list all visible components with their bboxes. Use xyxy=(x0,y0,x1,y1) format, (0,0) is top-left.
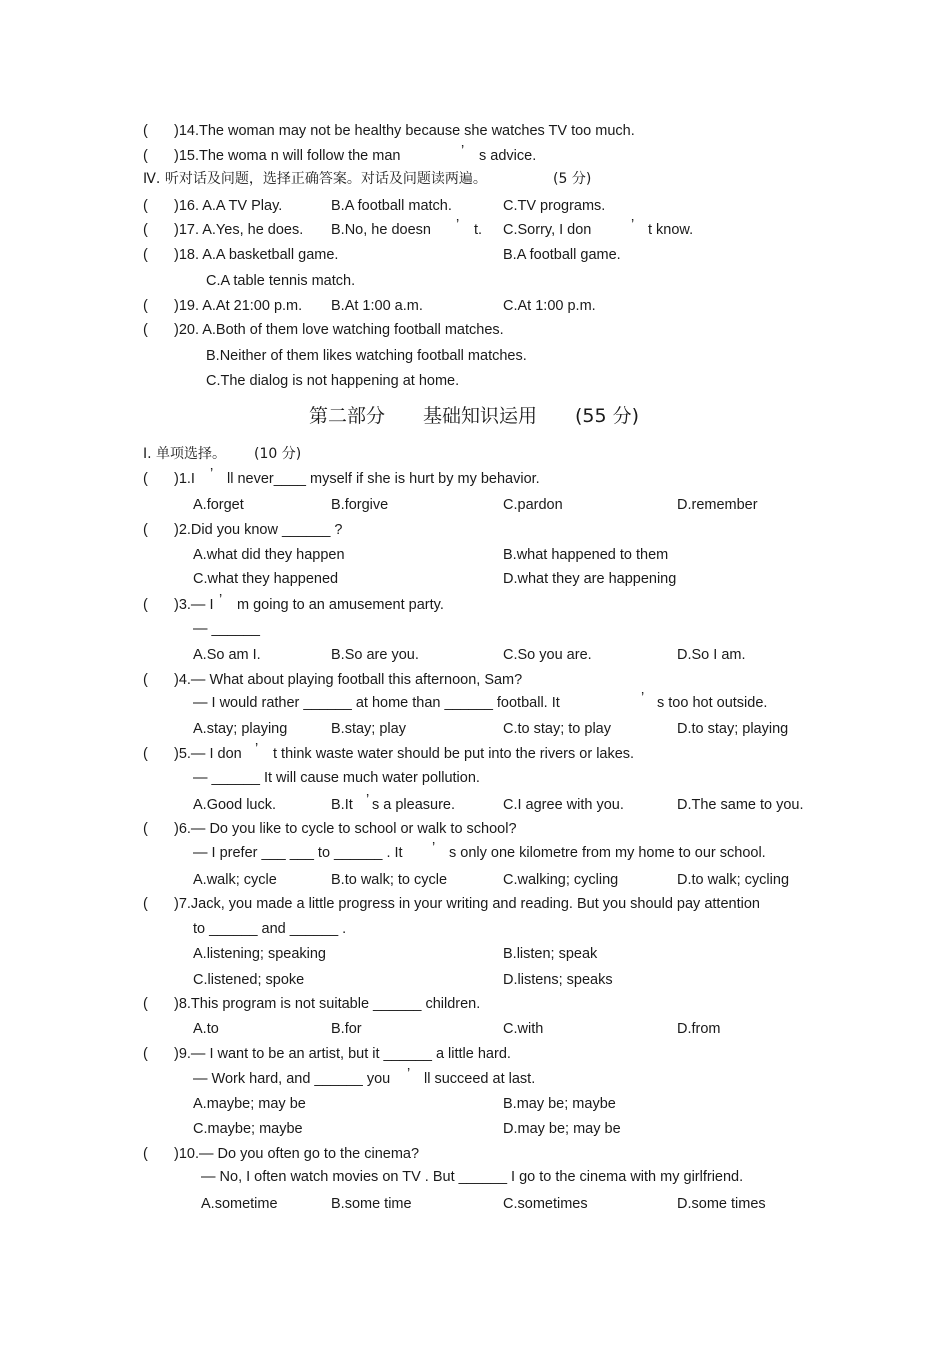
mc3-apostrophe: ’ xyxy=(219,592,223,608)
mc4-response: — I would rather ______ at home than ______ football. It xyxy=(193,695,560,711)
q17-option-c: C.Sorry, I don xyxy=(503,222,592,238)
q17-bracket: ( xyxy=(143,222,148,238)
q16-option-b: B.A football match. xyxy=(331,198,452,214)
mc3-option-d: D.So I am. xyxy=(677,647,746,663)
mc9-response-tail: ll succeed at last. xyxy=(424,1071,536,1087)
mc4-option-c: C.to stay; to play xyxy=(503,721,611,737)
mc6-option-b: B.to walk; to cycle xyxy=(331,872,448,888)
q19-bracket: ( xyxy=(143,298,148,314)
q16-option-c: C.TV programs. xyxy=(503,198,606,214)
mc8-stem: )8.This program is not suitable ______ children. xyxy=(174,996,481,1012)
mc4-option-b: B.stay; play xyxy=(331,721,406,737)
mc2-option-a: A.what did they happen xyxy=(193,547,345,563)
mc7-option-d: D.listens; speaks xyxy=(503,972,613,988)
part2-score: (55 分) xyxy=(575,405,640,427)
mc1-bracket: ( xyxy=(143,471,148,487)
mc6-option-c: C.walking; cycling xyxy=(503,872,619,888)
mc1-apostrophe: ’ xyxy=(210,466,214,482)
q17-option-b: B.No, he doesn xyxy=(331,222,431,238)
q20-option-c: C.The dialog is not happening at home. xyxy=(206,373,460,389)
mc8-bracket: ( xyxy=(143,996,148,1012)
mc5-option-d: D.The same to you. xyxy=(677,797,804,813)
q19-option-c: C.At 1:00 p.m. xyxy=(503,298,596,314)
mc2-stem: )2.Did you know ______ ? xyxy=(174,522,343,538)
q15-bracket: ( xyxy=(143,148,148,164)
mc5-response: — ______ It will cause much water pollution. xyxy=(193,770,480,786)
mc6-option-a: A.walk; cycle xyxy=(193,872,277,888)
mc7-option-a: A.listening; speaking xyxy=(193,946,326,962)
mc10-stem: )10.— Do you often go to the cinema? xyxy=(174,1146,420,1162)
mc3-stem-start: )3.— I xyxy=(174,597,214,613)
q14-text: )14.The woman may not be healthy because she watches TV too much. xyxy=(174,123,635,139)
mc4-apostrophe: ’ xyxy=(641,690,645,706)
mc5-option-b-end: s a pleasure. xyxy=(372,797,456,813)
mc5-option-a: A.Good luck. xyxy=(193,797,277,813)
mc3-stem-end: m going to an amusement party. xyxy=(237,597,444,613)
mc5-option-b-start: B.It xyxy=(331,797,353,813)
part1-score: (10 分) xyxy=(254,446,302,462)
mc3-bracket: ( xyxy=(143,597,148,613)
q18-option-c: C.A table tennis match. xyxy=(206,273,356,289)
mc10-option-c: C.sometimes xyxy=(503,1196,588,1212)
mc1-option-d: D.remember xyxy=(677,497,758,513)
mc5-apostrophe: ’ xyxy=(255,741,259,757)
mc6-bracket: ( xyxy=(143,821,148,837)
mc2-option-b: B.what happened to them xyxy=(503,547,669,563)
part2-title: 第二部分 xyxy=(309,405,386,427)
mc4-stem: )4.— What about playing football this afternoon, Sam? xyxy=(174,672,523,688)
q17-option-c-tail: t know. xyxy=(648,222,694,238)
q20-bracket: ( xyxy=(143,322,148,338)
mc9-option-c: C.maybe; maybe xyxy=(193,1121,303,1137)
mc9-apostrophe: ’ xyxy=(407,1066,411,1082)
mc8-option-c: C.with xyxy=(503,1021,544,1037)
q19-option-b: B.At 1:00 a.m. xyxy=(331,298,423,314)
mc6-apostrophe: ’ xyxy=(432,840,436,856)
mc1-option-b: B.forgive xyxy=(331,497,389,513)
q14-bracket: ( xyxy=(143,123,148,139)
mc4-option-d: D.to stay; playing xyxy=(677,721,789,737)
mc7-option-c: C.listened; spoke xyxy=(193,972,305,988)
mc9-stem: )9.— I want to be an artist, but it ______ a little hard. xyxy=(174,1046,511,1062)
mc10-bracket: ( xyxy=(143,1146,148,1162)
part1-heading: Ⅰ. 单项选择。 xyxy=(143,446,227,462)
mc1-option-c: C.pardon xyxy=(503,497,563,513)
mc7-stem: )7.Jack, you made a little progress in your writing and reading. But you should pay attention xyxy=(174,896,760,912)
mc6-stem: )6.— Do you like to cycle to school or walk to school? xyxy=(174,821,517,837)
mc3-option-b: B.So are you. xyxy=(331,647,419,663)
mc7-bracket: ( xyxy=(143,896,148,912)
mc9-option-a: A.maybe; may be xyxy=(193,1096,306,1112)
mc5-stem-end: t think waste water should be put into the rivers or lakes. xyxy=(273,746,635,762)
q15-text: )15.The woma n will follow the man xyxy=(174,148,401,164)
mc1-stem-start: )1.I xyxy=(174,471,195,487)
mc10-response: — No, I often watch movies on TV . But ______ I go to the cinema with my girlfriend. xyxy=(201,1169,744,1185)
mc6-response: — I prefer ___ ___ to ______ . It xyxy=(193,845,403,861)
mc1-option-a: A.forget xyxy=(193,497,244,513)
mc4-response-tail: s too hot outside. xyxy=(657,695,768,711)
mc6-response-tail: s only one kilometre from my home to our school. xyxy=(449,845,766,861)
mc8-option-b: B.for xyxy=(331,1021,362,1037)
mc1-stem-end: ll never____ myself if she is hurt by my behavior. xyxy=(227,471,540,487)
mc10-option-b: B.some time xyxy=(331,1196,412,1212)
part2-subtitle: 基础知识运用 xyxy=(423,405,538,427)
q18-option-a: )18. A.A basketball game. xyxy=(174,247,339,263)
mc4-option-a: A.stay; playing xyxy=(193,721,288,737)
mc2-option-d: D.what they are happening xyxy=(503,571,677,587)
mc9-option-b: B.may be; maybe xyxy=(503,1096,616,1112)
mc7-stem-continued: to ______ and ______ . xyxy=(193,921,347,937)
mc9-option-d: D.may be; may be xyxy=(503,1121,621,1137)
mc6-option-d: D.to walk; cycling xyxy=(677,872,790,888)
mc3-option-c: C.So you are. xyxy=(503,647,592,663)
mc5-option-c: C.I agree with you. xyxy=(503,797,624,813)
part4-heading: Ⅳ. 听对话及问题，选择正确答案。对话及问题读两遍。 xyxy=(143,171,487,187)
mc3-option-a: A.So am I. xyxy=(193,647,261,663)
mc7-option-b: B.listen; speak xyxy=(503,946,598,962)
q15-tail: s advice. xyxy=(479,148,537,164)
q17-option-b-apostrophe: ’ xyxy=(456,217,460,233)
mc5-option-b-apostrophe: ’ xyxy=(366,792,370,808)
mc5-bracket: ( xyxy=(143,746,148,762)
q19-option-a: )19. A.At 21:00 p.m. xyxy=(174,298,303,314)
q20-option-b: B.Neither of them likes watching football matches. xyxy=(206,348,527,364)
mc5-stem-start: )5.— I don xyxy=(174,746,242,762)
q17-option-a: )17. A.Yes, he does. xyxy=(174,222,304,238)
part4-score: (5 分) xyxy=(553,171,592,187)
mc3-response: — ______ xyxy=(193,621,260,637)
q16-bracket: ( xyxy=(143,198,148,214)
q16-option-a: )16. A.A TV Play. xyxy=(174,198,283,214)
q18-option-b: B.A football game. xyxy=(503,247,621,263)
mc2-bracket: ( xyxy=(143,522,148,538)
q20-option-a: )20. A.Both of them love watching football matches. xyxy=(174,322,504,338)
mc10-option-d: D.some times xyxy=(677,1196,766,1212)
q17-option-c-apostrophe: ’ xyxy=(631,217,635,233)
q17-option-b-tail: t. xyxy=(474,222,483,238)
q15-apostrophe: ’ xyxy=(461,143,465,159)
mc4-bracket: ( xyxy=(143,672,148,688)
q18-bracket: ( xyxy=(143,247,148,263)
mc8-option-a: A.to xyxy=(193,1021,219,1037)
mc10-option-a: A.sometime xyxy=(201,1196,278,1212)
mc9-bracket: ( xyxy=(143,1046,148,1062)
mc9-response: — Work hard, and ______ you xyxy=(193,1071,391,1087)
mc8-option-d: D.from xyxy=(677,1021,721,1037)
mc2-option-c: C.what they happened xyxy=(193,571,339,587)
